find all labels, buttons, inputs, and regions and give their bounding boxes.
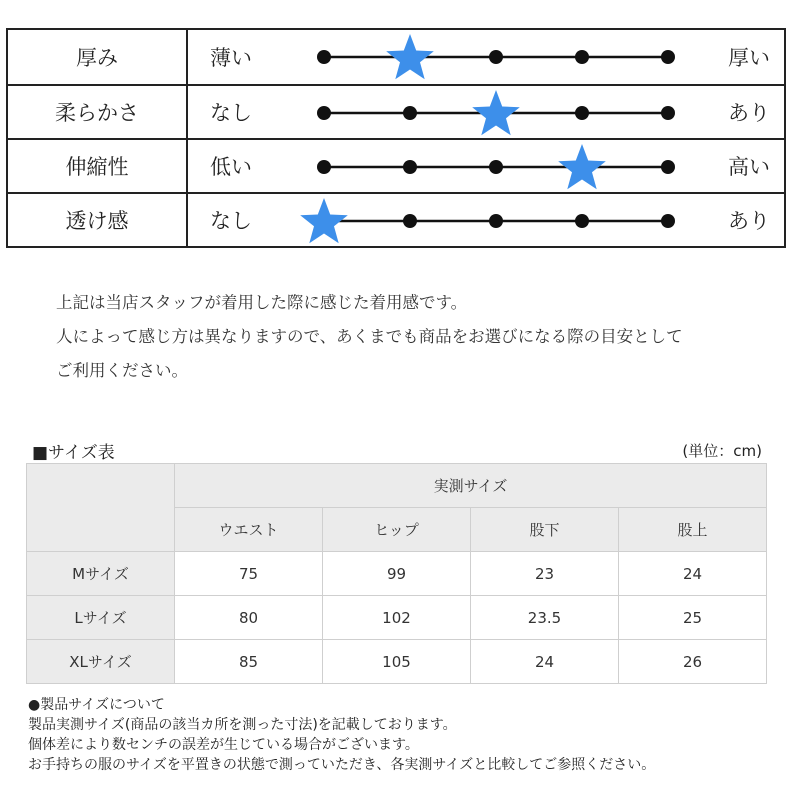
scale-dot [661, 214, 675, 228]
column-header-waist: ウエスト [175, 508, 323, 552]
scale-dot [575, 106, 589, 120]
table-cell: 80 [175, 596, 323, 640]
note-line: 上記は当店スタッフが着用した際に感じた着用感です。 [56, 293, 468, 312]
feel-left-text: 薄い [210, 46, 252, 70]
size-corner-cell [27, 464, 175, 552]
feel-scale [298, 194, 698, 248]
scale-dot [403, 214, 417, 228]
feel-label: 透け感 [8, 194, 188, 246]
feel-row-softness [8, 84, 784, 138]
feel-row-thickness [8, 30, 784, 84]
scale-dot [489, 214, 503, 228]
scale-dot [489, 50, 503, 64]
scale-dot [403, 106, 417, 120]
feel-right-text: 厚い [728, 46, 770, 70]
feel-scale [298, 86, 698, 140]
footnote-heading: ●製品サイズについて [28, 697, 165, 713]
level-star-icon [386, 34, 434, 79]
footnote-line: お手持ちの服のサイズを平置きの状態で測っていただき、各実測サイズと比較してご参照ください。 [28, 757, 656, 773]
feel-right-text: あり [728, 209, 770, 233]
feel-left-text: なし [210, 101, 252, 125]
scale-dot [403, 160, 417, 174]
table-cell: 24 [471, 640, 619, 684]
scale-dot [317, 160, 331, 174]
scale-dot [661, 160, 675, 174]
table-cell: 99 [323, 552, 471, 596]
size-table-title: ■サイズ表 [32, 443, 115, 463]
feel-right-text: あり [728, 101, 770, 125]
footnote-line: 個体差により数センチの誤差が生じている場合がございます。 [28, 737, 419, 753]
feel-row-stretch [8, 138, 784, 192]
table-row [27, 596, 767, 640]
table-cell: 105 [323, 640, 471, 684]
table-cell: 25 [619, 596, 767, 640]
note-line: 人によって感じ方は異なりますので、あくまでも商品をお選びになる際の目安として [56, 327, 683, 346]
feel-table [6, 28, 786, 248]
table-cell: 23.5 [471, 596, 619, 640]
size-table-unit: (単位：cm) [682, 442, 762, 460]
column-header-inseam: 股下 [471, 508, 619, 552]
feel-left-text: なし [210, 209, 252, 233]
table-row [27, 552, 767, 596]
level-star-icon [558, 144, 606, 189]
feel-note [56, 286, 683, 388]
feel-row-sheerness [8, 192, 784, 246]
row-header-size: XLサイズ [27, 640, 175, 684]
feel-scale [298, 140, 698, 194]
table-cell: 24 [619, 552, 767, 596]
table-cell: 85 [175, 640, 323, 684]
feel-label: 柔らかさ [8, 86, 188, 138]
feel-left-text: 低い [210, 155, 252, 179]
size-table [26, 463, 767, 684]
scale-dot [317, 50, 331, 64]
table-cell: 23 [471, 552, 619, 596]
row-header-size: Mサイズ [27, 552, 175, 596]
group-header: 実測サイズ [175, 464, 767, 508]
footnote-line: 製品実測サイズ(商品の該当カ所を測った寸法)を記載しております。 [28, 717, 457, 733]
level-star-icon [300, 198, 348, 243]
table-row [27, 640, 767, 684]
table-cell: 26 [619, 640, 767, 684]
table-cell: 102 [323, 596, 471, 640]
row-header-size: Lサイズ [27, 596, 175, 640]
scale-dot [661, 50, 675, 64]
scale-dot [575, 50, 589, 64]
scale-dot [489, 160, 503, 174]
table-cell: 75 [175, 552, 323, 596]
scale-dot [661, 106, 675, 120]
feel-right-text: 高い [728, 155, 770, 179]
feel-scale [298, 30, 698, 84]
scale-dot [575, 214, 589, 228]
column-header-hip: ヒップ [323, 508, 471, 552]
column-header-rise: 股上 [619, 508, 767, 552]
level-star-icon [472, 90, 520, 135]
feel-label: 厚み [8, 30, 188, 84]
footnotes [28, 695, 655, 775]
scale-dot [317, 106, 331, 120]
note-line: ご利用ください。 [56, 361, 188, 380]
feel-label: 伸縮性 [8, 140, 188, 192]
